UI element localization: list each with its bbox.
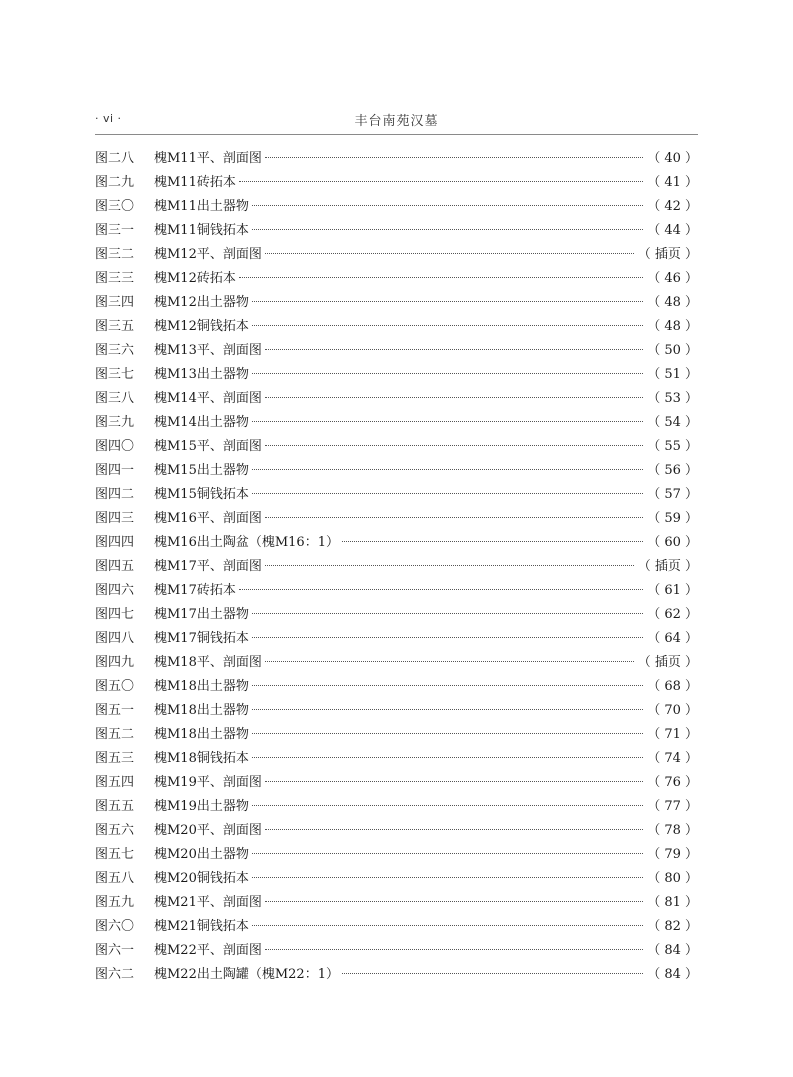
figure-number: 图五一 <box>95 703 135 718</box>
figure-number: 图三一 <box>95 223 135 238</box>
dot-leader <box>252 637 643 638</box>
figure-title: 槐M13平、剖面图 <box>154 343 262 358</box>
figure-list-item <box>95 579 698 603</box>
figure-number: 图三六 <box>95 343 135 358</box>
dot-leader <box>239 589 643 590</box>
dot-leader <box>239 277 643 278</box>
figure-list-item <box>95 315 698 339</box>
figure-number: 图四四 <box>95 535 135 550</box>
figure-title: 槐M17铜钱拓本 <box>154 631 249 646</box>
dot-leader <box>265 565 634 566</box>
figure-page: （ 57 ） <box>647 487 698 502</box>
figure-title: 槐M11平、剖面图 <box>154 151 262 166</box>
dot-leader <box>239 181 643 182</box>
dot-leader <box>265 661 634 662</box>
figure-page: （ 70 ） <box>647 703 698 718</box>
figure-number: 图五四 <box>95 775 135 790</box>
dot-leader <box>342 541 643 542</box>
dot-leader <box>252 805 643 806</box>
figure-number: 图五五 <box>95 799 135 814</box>
figure-title: 槐M16出土陶盆（槐M16：1） <box>154 535 339 550</box>
figure-page: （ 42 ） <box>647 199 698 214</box>
figure-number: 图五〇 <box>95 679 135 694</box>
figure-page: （ 59 ） <box>647 511 698 526</box>
figure-page: （ 76 ） <box>647 775 698 790</box>
figure-page: （ 71 ） <box>647 727 698 742</box>
figure-page: （ 56 ） <box>647 463 698 478</box>
figure-list-item <box>95 867 698 891</box>
figure-number: 图二八 <box>95 151 135 166</box>
dot-leader <box>265 781 643 782</box>
figure-number: 图三八 <box>95 391 135 406</box>
figure-number: 图五二 <box>95 727 135 742</box>
figure-title: 槐M18平、剖面图 <box>154 655 262 670</box>
figure-page: （ 54 ） <box>647 415 698 430</box>
figure-list-item <box>95 339 698 363</box>
figure-number: 图四六 <box>95 583 135 598</box>
dot-leader <box>252 613 643 614</box>
figure-list-item <box>95 387 698 411</box>
figure-number: 图四八 <box>95 631 135 646</box>
figure-title: 槐M22出土陶罐（槐M22：1） <box>154 967 339 982</box>
dot-leader <box>252 877 643 878</box>
figure-list-item <box>95 771 698 795</box>
page-number: · vi · <box>95 112 122 125</box>
figure-list-item <box>95 819 698 843</box>
dot-leader <box>265 517 643 518</box>
figure-list-item <box>95 603 698 627</box>
figure-list-item <box>95 915 698 939</box>
figure-page: （ 60 ） <box>647 535 698 550</box>
figure-list-item <box>95 171 698 195</box>
figure-number: 图六一 <box>95 943 135 958</box>
figure-list-item <box>95 291 698 315</box>
figure-list-item <box>95 891 698 915</box>
figure-page: （ 55 ） <box>647 439 698 454</box>
figure-page: （ 64 ） <box>647 631 698 646</box>
figure-title: 槐M15铜钱拓本 <box>154 487 249 502</box>
figure-list-item <box>95 195 698 219</box>
figure-title: 槐M11砖拓本 <box>154 175 236 190</box>
figure-number: 图二九 <box>95 175 135 190</box>
figure-page: （ 41 ） <box>647 175 698 190</box>
figure-title: 槐M19平、剖面图 <box>154 775 262 790</box>
figure-number: 图六二 <box>95 967 135 982</box>
figure-title: 槐M22平、剖面图 <box>154 943 262 958</box>
dot-leader <box>265 349 643 350</box>
figure-list-item <box>95 147 698 171</box>
dot-leader <box>252 733 643 734</box>
dot-leader <box>252 925 643 926</box>
figure-list-item <box>95 483 698 507</box>
figure-title: 槐M18出土器物 <box>154 703 249 718</box>
figure-number: 图四一 <box>95 463 135 478</box>
figure-number: 图五三 <box>95 751 135 766</box>
figure-number: 图三五 <box>95 319 135 334</box>
figure-title: 槐M12铜钱拓本 <box>154 319 249 334</box>
figure-title: 槐M14平、剖面图 <box>154 391 262 406</box>
figure-title: 槐M11铜钱拓本 <box>154 223 249 238</box>
dot-leader <box>252 373 643 374</box>
figure-list-item <box>95 267 698 291</box>
figure-page: （ 81 ） <box>647 895 698 910</box>
figure-title: 槐M18出土器物 <box>154 727 249 742</box>
figure-number: 图四〇 <box>95 439 135 454</box>
figure-page: （ 插页 ） <box>637 247 698 262</box>
figure-page: （ 84 ） <box>647 943 698 958</box>
figure-title: 槐M13出土器物 <box>154 367 249 382</box>
figure-list-item <box>95 435 698 459</box>
figure-page: （ 74 ） <box>647 751 698 766</box>
figure-number: 图三〇 <box>95 199 135 214</box>
figure-list-item <box>95 363 698 387</box>
figure-number: 图四七 <box>95 607 135 622</box>
figure-page: （ 79 ） <box>647 847 698 862</box>
figure-list-item <box>95 699 698 723</box>
figure-title: 槐M12平、剖面图 <box>154 247 262 262</box>
figure-number: 图三四 <box>95 295 135 310</box>
figure-list-item <box>95 795 698 819</box>
figure-list-item <box>95 939 698 963</box>
figure-number: 图四二 <box>95 487 135 502</box>
figure-number: 图五八 <box>95 871 135 886</box>
dot-leader <box>342 973 643 974</box>
figure-number: 图五九 <box>95 895 135 910</box>
dot-leader <box>265 901 643 902</box>
dot-leader <box>252 853 643 854</box>
figure-number: 图四五 <box>95 559 135 574</box>
figure-number: 图三三 <box>95 271 135 286</box>
figure-title: 槐M21平、剖面图 <box>154 895 262 910</box>
figure-list-item <box>95 723 698 747</box>
dot-leader <box>265 397 643 398</box>
dot-leader <box>265 157 643 158</box>
dot-leader <box>252 229 643 230</box>
figure-list-item <box>95 531 698 555</box>
figure-title: 槐M19出土器物 <box>154 799 249 814</box>
figure-page: （ 62 ） <box>647 607 698 622</box>
figure-page: （ 46 ） <box>647 271 698 286</box>
figure-title: 槐M12砖拓本 <box>154 271 236 286</box>
figure-title: 槐M15平、剖面图 <box>154 439 262 454</box>
figure-page: （ 77 ） <box>647 799 698 814</box>
figure-list-item <box>95 675 698 699</box>
figure-title: 槐M17出土器物 <box>154 607 249 622</box>
dot-leader <box>265 949 643 950</box>
figure-title: 槐M20出土器物 <box>154 847 249 862</box>
figure-number: 图三二 <box>95 247 135 262</box>
figure-title: 槐M20平、剖面图 <box>154 823 262 838</box>
figure-page: （ 48 ） <box>647 319 698 334</box>
figure-list <box>95 147 698 987</box>
figure-number: 图四九 <box>95 655 135 670</box>
figure-list-item <box>95 219 698 243</box>
dot-leader <box>265 829 643 830</box>
figure-page: （ 78 ） <box>647 823 698 838</box>
figure-page: （ 84 ） <box>647 967 698 982</box>
figure-title: 槐M18出土器物 <box>154 679 249 694</box>
running-title: 丰台南苑汉墓 <box>354 114 439 129</box>
figure-title: 槐M17平、剖面图 <box>154 559 262 574</box>
figure-list-item <box>95 627 698 651</box>
figure-page: （ 68 ） <box>647 679 698 694</box>
figure-page: （ 48 ） <box>647 295 698 310</box>
figure-number: 图三七 <box>95 367 135 382</box>
figure-list-item <box>95 411 698 435</box>
figure-page: （ 51 ） <box>647 367 698 382</box>
page-header <box>95 108 698 135</box>
figure-title: 槐M14出土器物 <box>154 415 249 430</box>
figure-list-item <box>95 747 698 771</box>
figure-title: 槐M17砖拓本 <box>154 583 236 598</box>
dot-leader <box>252 757 643 758</box>
dot-leader <box>252 421 643 422</box>
figure-list-item <box>95 459 698 483</box>
dot-leader <box>252 709 643 710</box>
figure-list-item <box>95 507 698 531</box>
figure-list-item <box>95 243 698 267</box>
figure-page: （ 40 ） <box>647 151 698 166</box>
dot-leader <box>252 493 643 494</box>
dot-leader <box>265 253 634 254</box>
figure-list-item <box>95 963 698 987</box>
dot-leader <box>252 469 643 470</box>
figure-number: 图五六 <box>95 823 135 838</box>
dot-leader <box>252 325 643 326</box>
figure-list-item <box>95 843 698 867</box>
figure-page: （ 50 ） <box>647 343 698 358</box>
dot-leader <box>265 445 643 446</box>
figure-page: （ 82 ） <box>647 919 698 934</box>
figure-title: 槐M20铜钱拓本 <box>154 871 249 886</box>
figure-number: 图三九 <box>95 415 135 430</box>
figure-page: （ 插页 ） <box>637 559 698 574</box>
figure-page: （ 44 ） <box>647 223 698 238</box>
dot-leader <box>252 301 643 302</box>
figure-page: （ 插页 ） <box>637 655 698 670</box>
figure-page: （ 80 ） <box>647 871 698 886</box>
figure-title: 槐M18铜钱拓本 <box>154 751 249 766</box>
figure-title: 槐M21铜钱拓本 <box>154 919 249 934</box>
figure-number: 图五七 <box>95 847 135 862</box>
dot-leader <box>252 205 643 206</box>
figure-title: 槐M11出土器物 <box>154 199 249 214</box>
figure-title: 槐M16平、剖面图 <box>154 511 262 526</box>
figure-title: 槐M12出土器物 <box>154 295 249 310</box>
figure-page: （ 61 ） <box>647 583 698 598</box>
figure-title: 槐M15出土器物 <box>154 463 249 478</box>
figure-list-item <box>95 555 698 579</box>
figure-number: 图六〇 <box>95 919 135 934</box>
figure-list-item <box>95 651 698 675</box>
figure-page: （ 53 ） <box>647 391 698 406</box>
dot-leader <box>252 685 643 686</box>
figure-number: 图四三 <box>95 511 135 526</box>
